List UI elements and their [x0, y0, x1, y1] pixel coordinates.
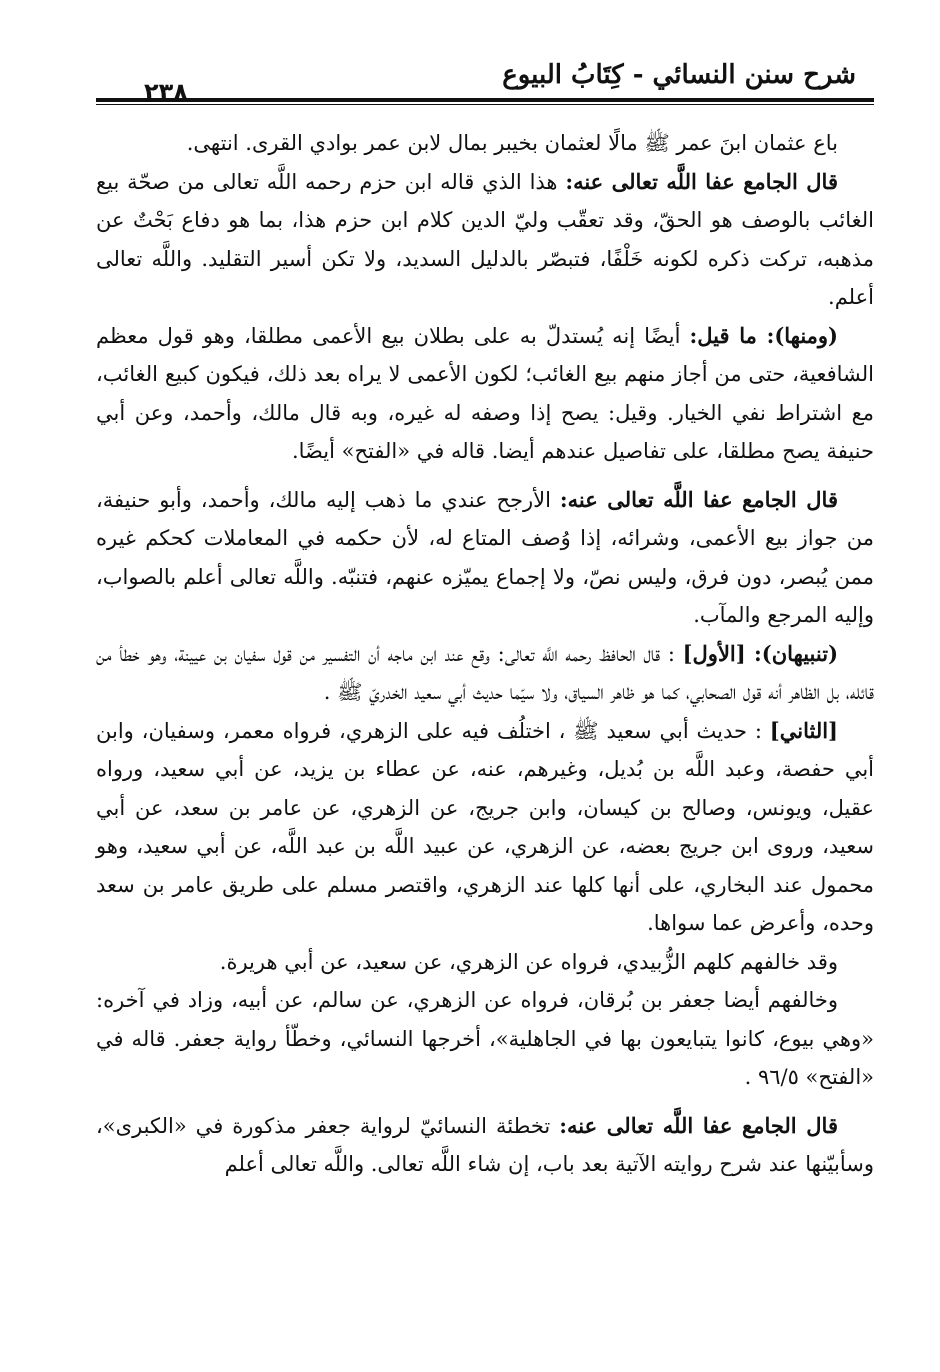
paragraph-lead: قال الجامع عفا اللَّه تعالى عنه: — [565, 168, 838, 194]
paragraph: قال الجامع عفا اللَّه تعالى عنه: الأرجح عندي ما ذهب إليه مالك، وأحمد، وأبو حنيفة، من جواز بيع الأعمى، وشرائه، إذا وُصف المتاع له، لأن حكمه في المعاملات كحكم غيره ممن يُبصر، دون فرق، وليس نصّ، ولا إجماع يميّزه عنهم، فتنبّه. واللَّه تعالى أعلم بالصواب، وإليه المرجع والمآب. — [96, 486, 874, 627]
paragraph-lead: (تنبيهان): [الأول] — [682, 640, 839, 666]
paragraph-lead: [الثاني] — [769, 717, 838, 743]
paragraph: [الثاني] : حديث أبي سعيد ﷺ ، اختلُف فيه على الزهري، فرواه معمر، وسفيان، وابن أبي حفصة، وعبد اللَّه بن بُديل، وغيرهم، عنه، عن عطاء بن يزيد، عن أبي سعيد، ورواه عقيل، ويونس، وصالح بن كيسان، وابن جريج، عن الزهري، عن عامر بن سعد، عن أبي سعيد، وروى ابن جريج بعضه، عن الزهري، عن عبيد اللَّه بن عبد اللَّه، عن أبي سعيد، وهو محمول عند البخاري، على أنها كلها عند الزهري، واقتصر مسلم على طريق عامر بن سعد وحده، وأعرض عما سواها. — [96, 717, 874, 935]
running-header — [96, 58, 874, 106]
page-number: ٢٣٨ — [144, 78, 188, 106]
body-text — [96, 124, 874, 1184]
paragraph: وقد خالفهم كلهم الزُّبيدي، فرواه عن الزهري، عن سعيد، عن أبي هريرة. — [219, 949, 838, 974]
running-title: شرح سنن النسائي - كِتَابُ البيوع — [502, 60, 856, 90]
paragraph-lead: (ومنها): ما قيل: — [689, 322, 838, 348]
header-rule-thin — [96, 104, 874, 105]
paragraph: (ومنها): ما قيل: أيضًا إنه يُستدلّ به على بطلان بيع الأعمى مطلقا، وهو قول معظم الشافعية، حتى من أجاز منهم بيع الغائب؛ لكون الأعمى لا يراه بعد ذلك، فيكون كبيع الغائب، مع اشتراط نفي الخيار. وقيل: يصح إذا وصفه له غيره، وبه قال مالك، وأحمد، وعن أبي حنيفة يصح مطلقا، على تفاصيل عندهم أيضا. قاله في «الفتح» أيضًا. — [96, 322, 874, 463]
paragraph-lead: قال الجامع عفا اللَّه تعالى عنه: — [559, 486, 838, 512]
paragraph: قال الجامع عفا اللَّه تعالى عنه: تخطئة النسائيّ لرواية جعفر مذكورة في «الكبرى»، وسأبيّنها عند شرح روايته الآتية بعد باب، إن شاء اللَّه تعالى. واللَّه تعالى أعلم — [96, 1112, 874, 1176]
header-rule-thick — [96, 98, 874, 102]
paragraph-lead: قال الجامع عفا اللَّه تعالى عنه: — [559, 1112, 838, 1138]
paragraph: وخالفهم أيضا جعفر بن بُرقان، فرواه عن الزهري، عن سالم، عن أبيه، وزاد في آخره: «وهي بيوع، كانوا يتبايعون بها في الجاهلية»، أخرجها النسائي، وخطّأ رواية جعفر. قاله في «الفتح» ٩٦/٥ . — [96, 988, 874, 1089]
paragraph: باع عثمان ابنَ عمر ﷺ مالًا لعثمان بخيبر بمال لابن عمر بوادي القرى. انتهى. — [186, 131, 838, 155]
paragraph: (تنبيهان): [الأول] : قال الحافظ رحمه اللَّه تعالى: وقع عند ابن ماجه أن التفسير من قول سفيان بن عيينة، وهو خطأ من قائله، بل الظاهر أنه قول الصحابي، كما هو ظاهر السياق، ولا سيّما حديث أبي سعيد الخدريّ ﷺ . — [96, 640, 874, 704]
paragraph: قال الجامع عفا اللَّه تعالى عنه: هذا الذي قاله ابن حزم رحمه اللَّه تعالى من صحّة بيع الغائب بالوصف هو الحقّ، وقد تعقّب وليّ الدين كلام ابن حزم هذا، بما هو دفاع بَحْتٌ عن مذهبه، تركت ذكره لكونه خَلْفًا، فتبصّر بالدليل السديد، ولا تكن أسير التقليد. واللَّه تعالى أعلم. — [96, 168, 874, 309]
